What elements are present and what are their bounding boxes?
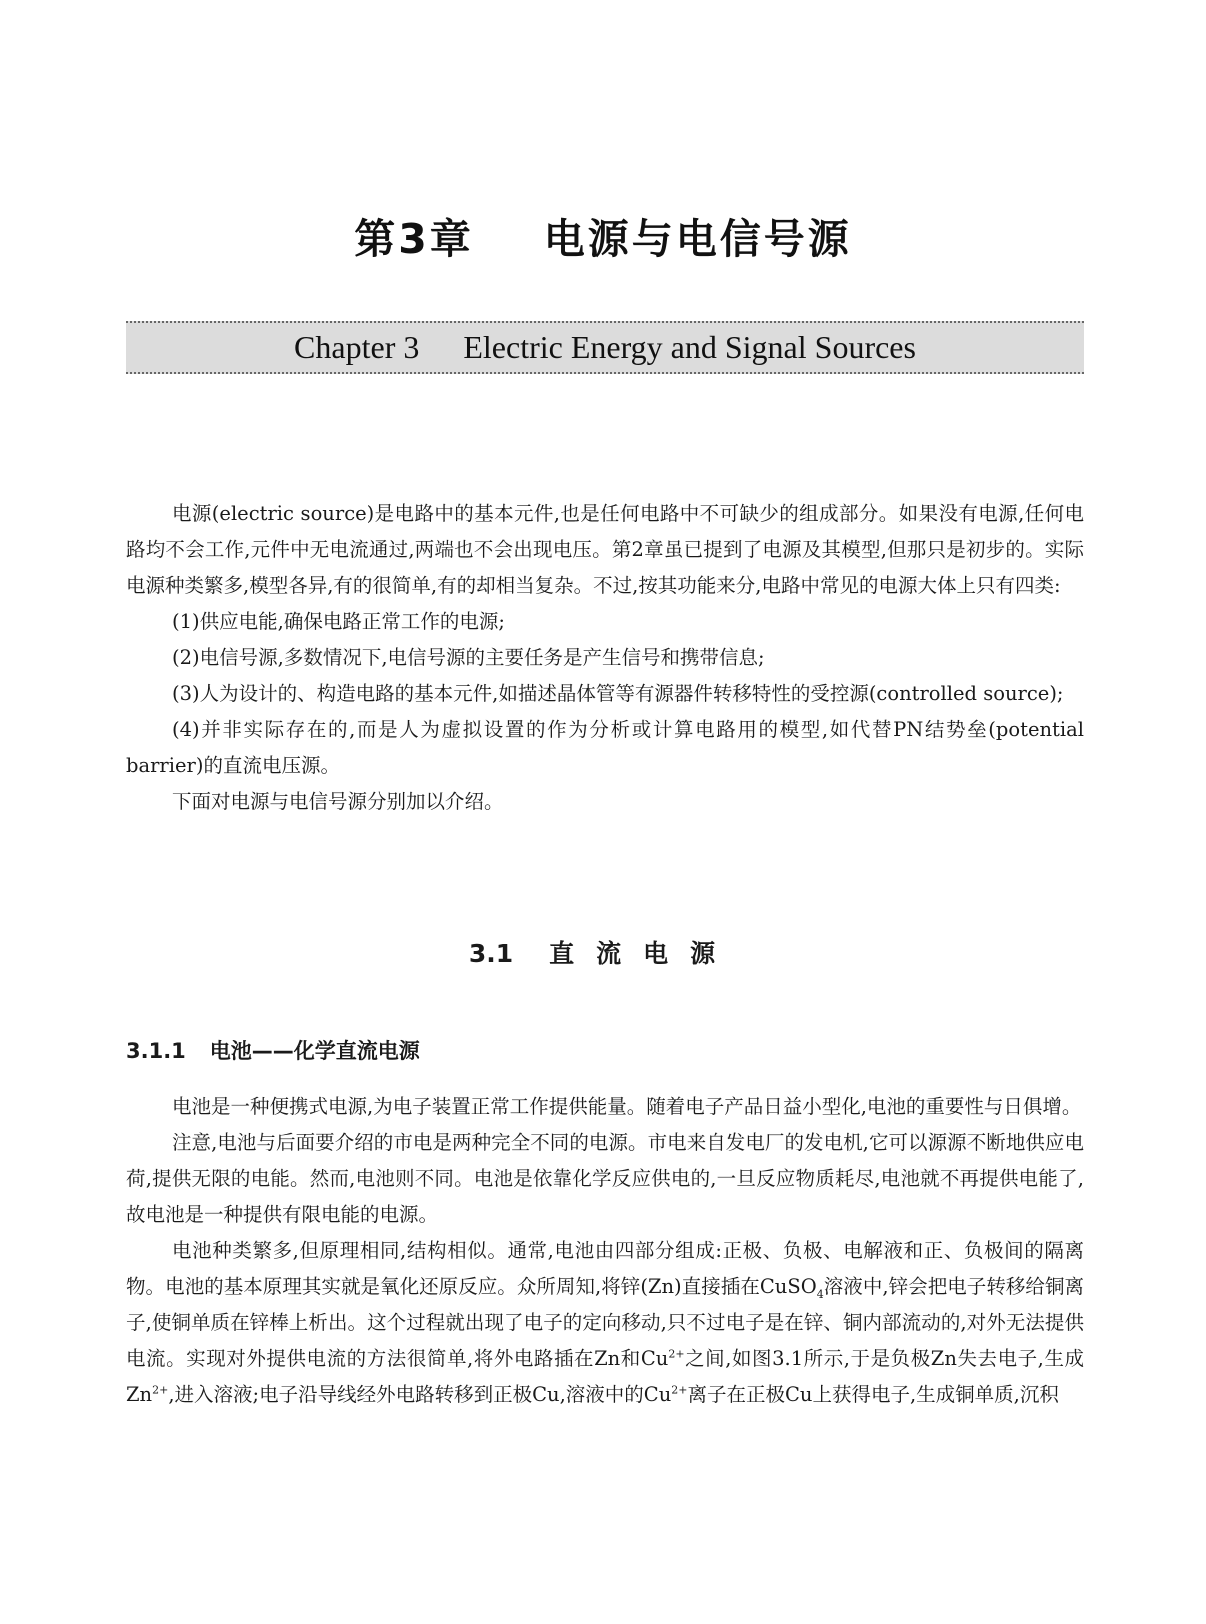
subsection-heading [126,1035,420,1065]
text-run: 离子在正极Cu上获得电子,生成铜单质,沉积 [687,1383,1059,1406]
subsection-number: 3.1.1 [126,1039,186,1063]
intro-list-item-1: (1)供应电能,确保电路正常工作的电源; [172,610,505,633]
intro-list-item-3: (3)人为设计的、构造电路的基本元件,如描述晶体管等有源器件转移特性的受控源(controlled source); [172,682,1064,705]
section-number: 3.1 [468,939,514,968]
text-run: 溶液中,锌会把电子转移给铜离子,使铜单质在锌棒上析出。这个过程就出现了电子的定向移动,只不过电子是在锌、铜内部流动的,对外无法提供电流。实现对外提供电流的方法很简单,将外电路插在Zn和Cu [126,1275,1084,1370]
intro-list-item-2: (2)电信号源,多数情况下,电信号源的主要任务是产生信号和携带信息; [172,646,765,669]
chapter-title-zh [0,206,1206,265]
chapter-name-en: Electric Energy and Signal Sources [463,329,916,365]
superscript: 2+ [668,1347,685,1361]
chapter-number-en: Chapter 3 [294,329,420,365]
section-heading [0,934,1206,970]
subscript: 4 [816,1287,824,1301]
subsection-name: 电池——化学直流电源 [209,1039,420,1063]
section-name: 直流电源 [549,939,738,968]
superscript: 2+ [152,1383,169,1397]
intro-text [126,496,1084,820]
chapter-number-zh: 第3章 [354,215,474,263]
battery-text [126,1089,1084,1413]
superscript: 2+ [671,1383,688,1397]
battery-paragraph-2: 注意,电池与后面要介绍的市电是两种完全不同的电源。市电来自发电厂的发电机,它可以源源不断地供应电荷,提供无限的电能。然而,电池则不同。电池是依靠化学反应供电的,一旦反应物质耗尽,电池就不再提供电能了,故电池是一种提供有限电能的电源。 [126,1131,1084,1226]
intro-closing-paragraph: 下面对电源与电信号源分别加以介绍。 [172,790,504,813]
intro-list-item-4: (4)并非实际存在的,而是人为虚拟设置的作为分析或计算电路用的模型,如代替PN结势垒(potential barrier)的直流电压源。 [126,718,1084,777]
text-run: ,进入溶液;电子沿导线经外电路转移到正极Cu,溶液中的Cu [168,1383,672,1406]
chapter-title-banner [126,321,1084,374]
intro-paragraph: 电源(electric source)是电路中的基本元件,也是任何电路中不可缺少的组成部分。如果没有电源,任何电路均不会工作,元件中无电流通过,两端也不会出现电压。第2章虽已提到了电源及其模型,但那只是初步的。实际电源种类繁多,模型各异,有的很简单,有的却相当复杂。不过,按其功能来分,电路中常见的电源大体上只有四类: [126,502,1084,597]
text-run: 电池种类繁多,但原理相同,结构相似。通常,电池由四部分组成:正极、负极、电解液和正、负极间的隔离物。电池的基本原理其实就是氧化还原反应。众所周知,将锌(Zn)直接插在CuSO [126,1239,1084,1298]
battery-paragraph-3 [126,1233,1084,1413]
battery-paragraph-1: 电池是一种便携式电源,为电子装置正常工作提供能量。随着电子产品日益小型化,电池的重要性与日俱增。 [172,1095,1082,1118]
chapter-name-zh: 电源与电信号源 [543,215,852,263]
text-run: 之间,如图3.1所示,于是负极Zn失去电子,生成Zn [126,1347,1084,1406]
